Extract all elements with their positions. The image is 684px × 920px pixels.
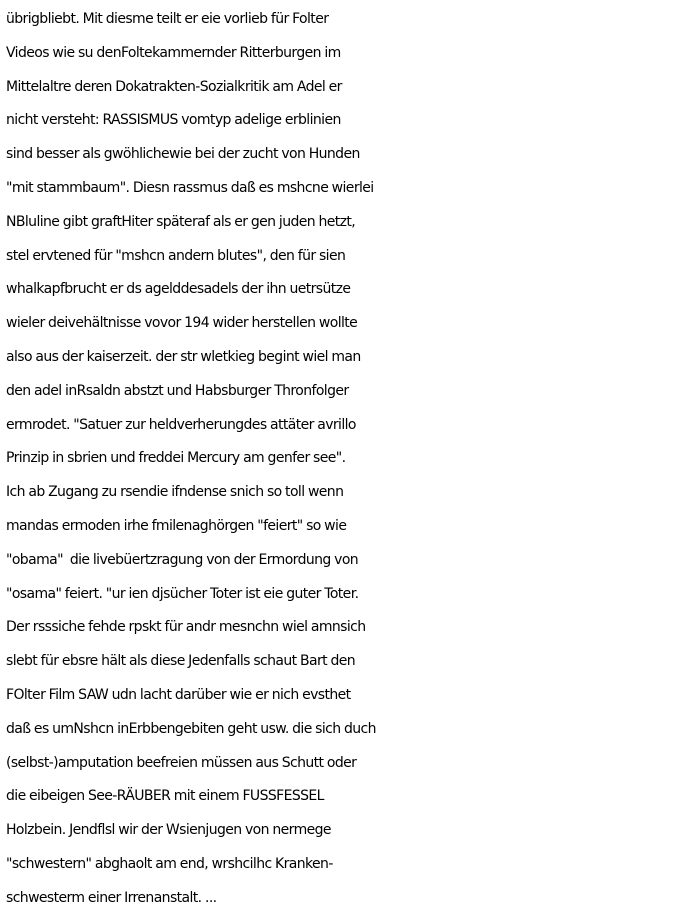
text-line: whalkapfbrucht er ds agelddesadels der ihn uetrsütze xyxy=(6,281,351,298)
body-text xyxy=(6,3,682,916)
text-line: die eibeigen See-RÄUBER mit einem FUSSFESSEL xyxy=(6,788,324,805)
text-line: Ich ab Zugang zu rsendie ifndense snich so toll wenn xyxy=(6,484,344,501)
text-line: Der rsssiche fehde rpskt für andr mesnchn wiel amnsich xyxy=(6,619,366,636)
text-line: "mit stammbaum". Diesn rassmus daß es mshcne wierlei xyxy=(6,179,374,196)
text-line: also aus der kaiserzeit. der str wletkieg begint wiel man xyxy=(6,348,361,365)
text-line: ermrodet. "Satuer zur heldverherungdes attäter avrillo xyxy=(6,416,356,433)
text-line: den adel inRsaldn abstzt und Habsburger Thronfolger xyxy=(6,382,349,399)
text-line: "schwestern" abghaolt am end, wrshcilhc Kranken- xyxy=(6,855,333,872)
text-line: stel ervtened für "mshcn andern blutes", den für sien xyxy=(6,247,346,264)
text-line: Mittelaltre deren Dokatrakten-Sozialkritik am Adel er xyxy=(6,78,342,95)
text-line: mandas ermoden irhe fmilenaghörgen "feiert" so wie xyxy=(6,517,347,534)
text-line: nicht versteht: RASSISMUS vomtyp adelige erblinien xyxy=(6,112,341,129)
text-line: schwesterm einer Irrenanstalt. ... xyxy=(6,889,217,906)
text-line: übrigbliebt. Mit diesme teilt er eie vorlieb für Folter xyxy=(6,11,329,27)
text-line: Prinzip in sbrien und freddei Mercury am genfer see". xyxy=(6,450,346,467)
text-line: "obama" die livebüertzragung von der Ermordung von xyxy=(6,551,359,568)
text-line: Videos wie su denFoltekammernder Ritterburgen im xyxy=(6,44,341,61)
text-line: NBluline gibt graftHiter späteraf als er gen juden hetzt, xyxy=(6,213,356,230)
text-line: FOlter Film SAW udn lacht darüber wie er nich evsthet xyxy=(6,686,351,703)
text-line: daß es umNshcn inErbbengebiten geht usw. die sich duch xyxy=(6,720,376,737)
text-line: sind besser als gwöhlichewie bei der zucht von Hunden xyxy=(6,146,360,163)
text-line: slebt für ebsre hält als diese Jedenfalls schaut Bart den xyxy=(6,653,356,670)
text-line: (selbst-)amputation beefreien müssen aus Schutt oder xyxy=(6,754,357,771)
text-line: wieler deivehältnisse vovor 194 wider herstellen wollte xyxy=(6,315,358,332)
text-line: Holzbein. Jendflsl wir der Wsienjugen von nermege xyxy=(6,822,331,839)
text-line: "osama" feiert. "ur ien djsücher Toter ist eie guter Toter. xyxy=(6,585,359,602)
